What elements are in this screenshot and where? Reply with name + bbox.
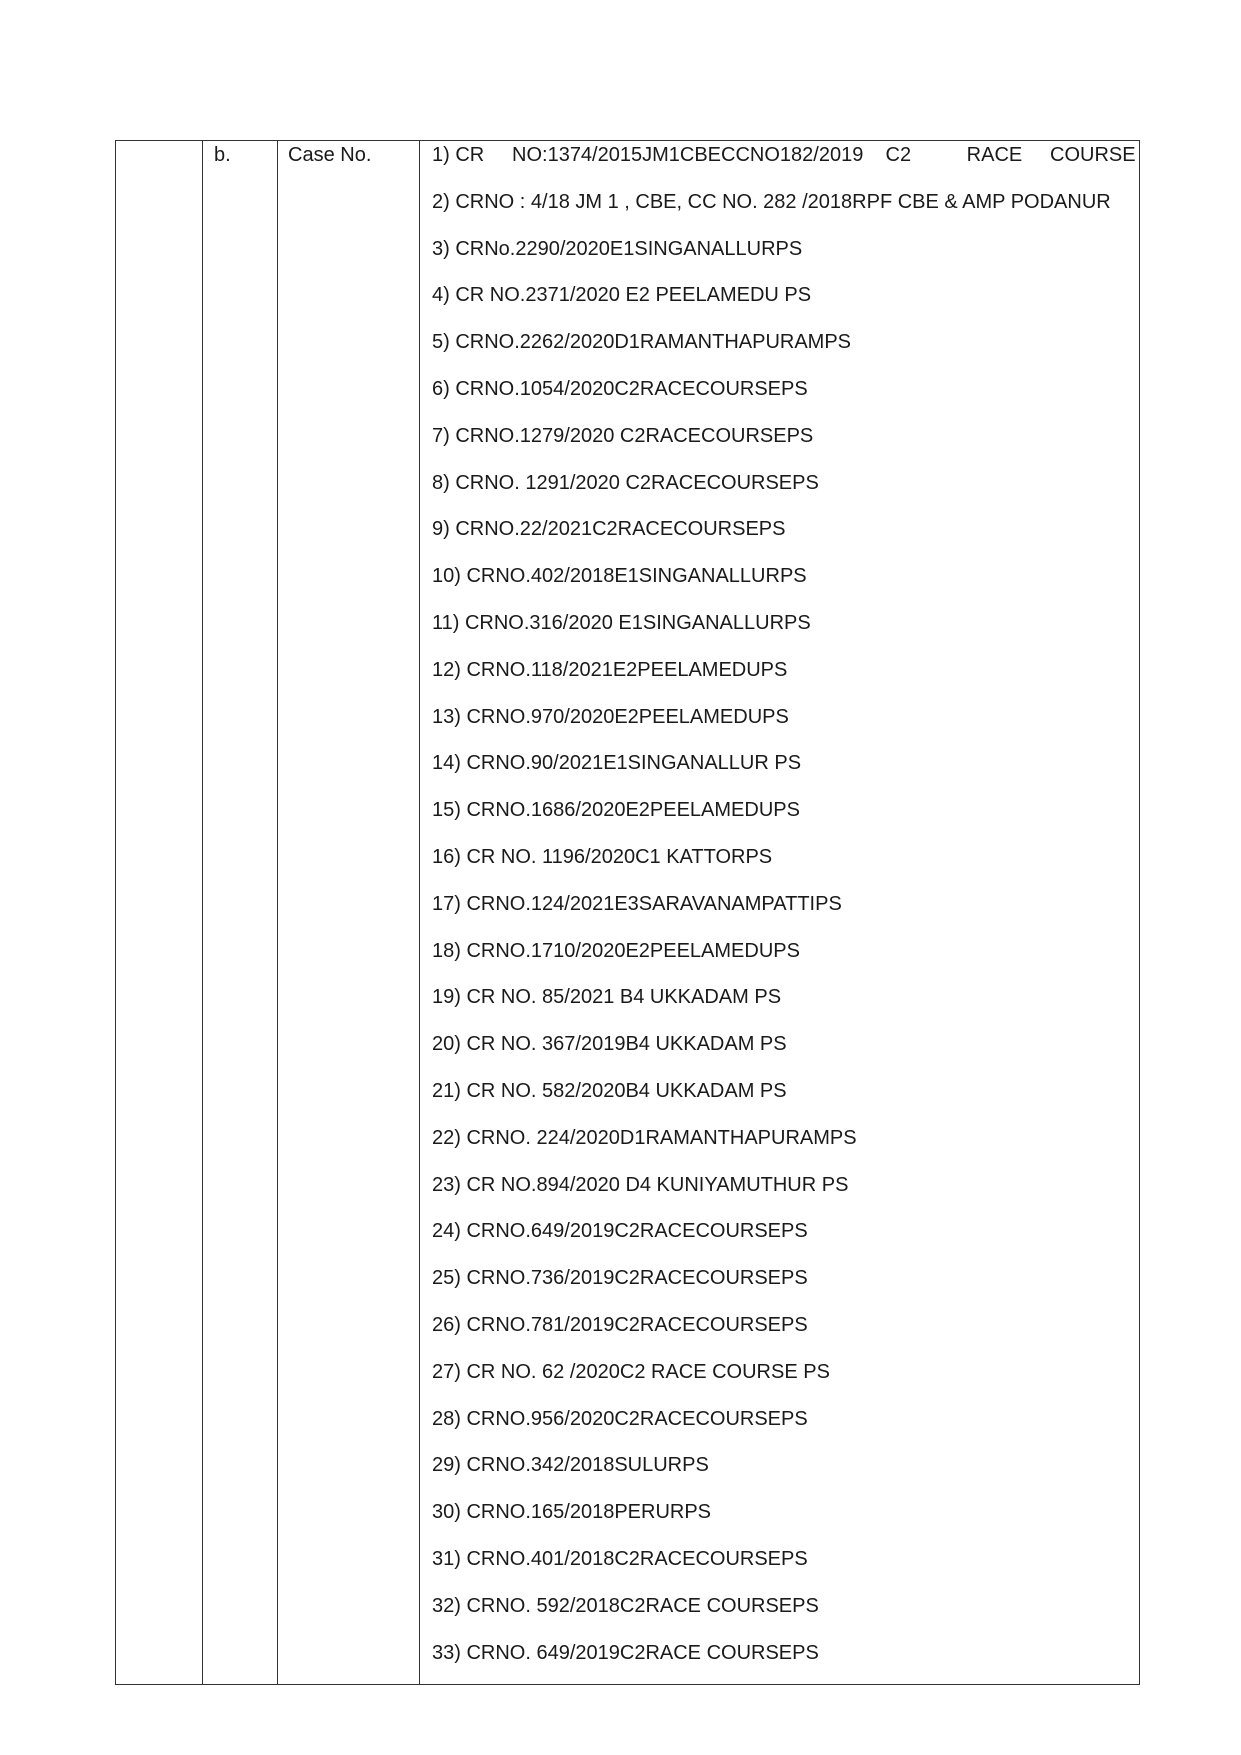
case-entry: 28) CRNO.956/2020C2RACECOURSEPS (432, 1407, 808, 1430)
case-entry: 7) CRNO.1279/2020 C2RACECOURSEPS (432, 424, 814, 447)
case-entry: 8) CRNO. 1291/2020 C2RACECOURSEPS (432, 471, 819, 494)
case-entry: 19) CR NO. 85/2021 B4 UKKADAM PS (432, 986, 782, 1009)
case-entry: 25) CRNO.736/2019C2RACECOURSEPS (432, 1267, 808, 1290)
case-entry: 24) CRNO.649/2019C2RACECOURSEPS (432, 1220, 808, 1243)
case-entry: 32) CRNO. 592/2018C2RACE COURSEPS (432, 1594, 819, 1617)
case-entry: 20) CR NO. 367/2019B4 UKKADAM PS (432, 1033, 787, 1056)
case-entry: 3) CRNo.2290/2020E1SINGANALLURPS (432, 237, 803, 260)
field-label: Case No. (288, 144, 372, 166)
case-entry: 4) CR NO.2371/2020 E2 PEELAMEDU PS (432, 284, 812, 307)
case-entry: 22) CRNO. 224/2020D1RAMANTHAPURAMPS (432, 1126, 857, 1149)
case-entry: 16) CR NO. 1196/2020C1 KATTORPS (432, 845, 773, 868)
case-entry: 26) CRNO.781/2019C2RACECOURSEPS (432, 1313, 808, 1336)
case-entry: 5) CRNO.2262/2020D1RAMANTHAPURAMPS (432, 331, 852, 354)
column-divider (419, 141, 420, 1684)
case-entry: 6) CRNO.1054/2020C2RACECOURSEPS (432, 377, 808, 400)
case-entry: 15) CRNO.1686/2020E2PEELAMEDUPS (432, 799, 800, 822)
case-entry: 9) CRNO.22/2021C2RACECOURSEPS (432, 518, 786, 541)
case-entry: 21) CR NO. 582/2020B4 UKKADAM PS (432, 1079, 787, 1102)
case-table (115, 140, 1140, 1685)
column-divider (277, 141, 278, 1684)
column-divider (202, 141, 203, 1684)
case-entry: 2) CRNO : 4/18 JM 1 , CBE, CC NO. 282 /2018RPF CBE & AMP PODANUR (432, 190, 1111, 213)
case-entry: 11) CRNO.316/2020 E1SINGANALLURPS (432, 611, 811, 634)
case-entry: 31) CRNO.401/2018C2RACECOURSEPS (432, 1547, 808, 1570)
case-entry: 14) CRNO.90/2021E1SINGANALLUR PS (432, 752, 802, 775)
case-entry: 29) CRNO.342/2018SULURPS (432, 1454, 709, 1477)
case-entry: 13) CRNO.970/2020E2PEELAMEDUPS (432, 705, 789, 728)
case-entry: 12) CRNO.118/2021E2PEELAMEDUPS (432, 658, 788, 681)
case-entry: 10) CRNO.402/2018E1SINGANALLURPS (432, 565, 807, 588)
case-entry: 27) CR NO. 62 /2020C2 RACE COURSE PS (432, 1360, 830, 1383)
case-entry: 33) CRNO. 649/2019C2RACE COURSEPS (432, 1641, 819, 1664)
case-entry: 23) CR NO.894/2020 D4 KUNIYAMUTHUR PS (432, 1173, 849, 1196)
row-label: b. (214, 144, 231, 166)
case-entry: 18) CRNO.1710/2020E2PEELAMEDUPS (432, 939, 800, 962)
case-entry: 17) CRNO.124/2021E3SARAVANAMPATTIPS (432, 892, 842, 915)
case-entry: 1) CR NO:1374/2015JM1CBECCNO182/2019 C2 RACE COURSE (432, 144, 1136, 166)
case-entry: 30) CRNO.165/2018PERURPS (432, 1501, 712, 1524)
case-number-list (432, 143, 1136, 1687)
